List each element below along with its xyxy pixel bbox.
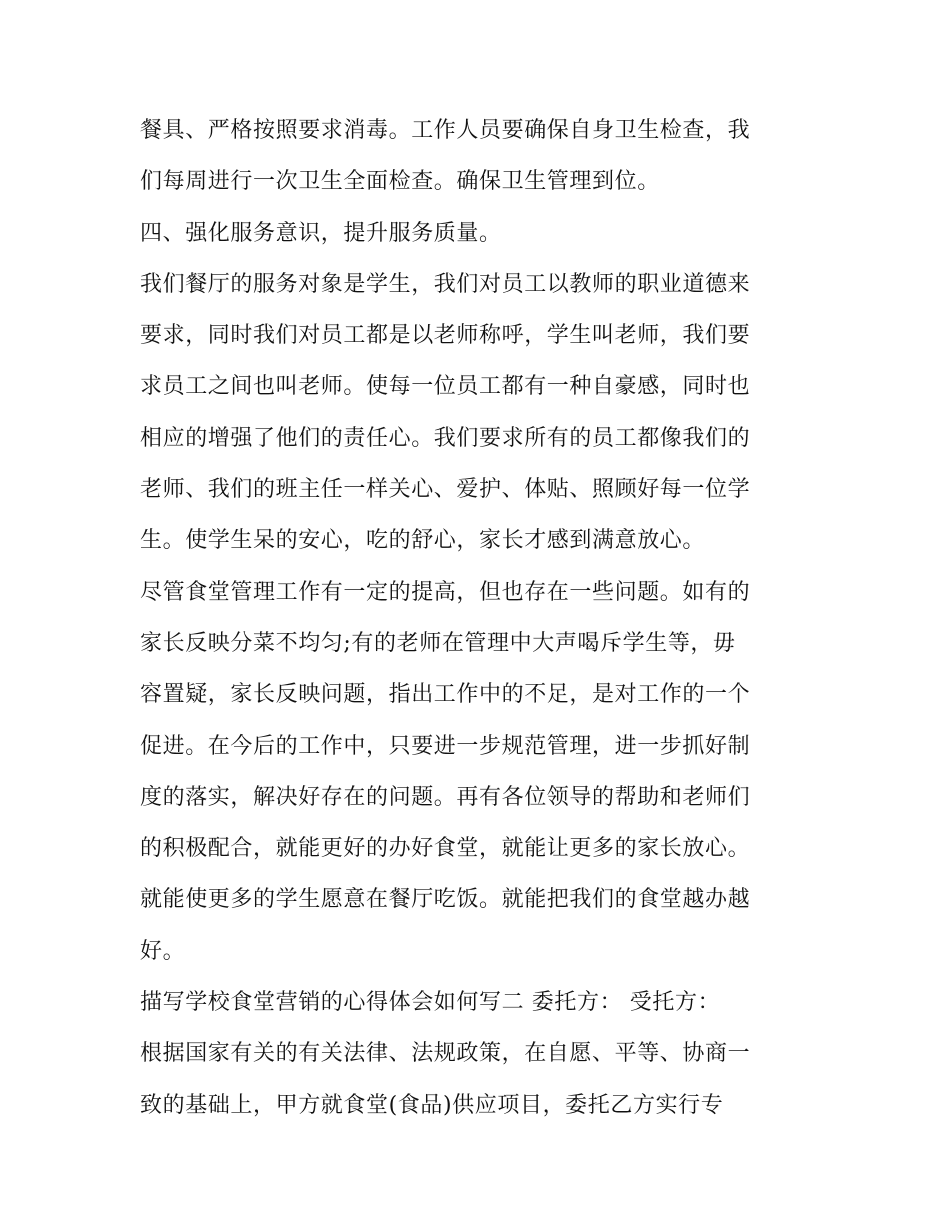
text-line: 的积极配合，就能更好的办好食堂，就能让更多的家长放心。 bbox=[140, 836, 751, 862]
text-line: 相应的增强了他们的责任心。我们要求所有的员工都像我们的 bbox=[140, 425, 751, 451]
text-line: 好。 bbox=[140, 938, 186, 964]
text-line: 度的落实，解决好存在的问题。再有各位领导的帮助和老师们 bbox=[140, 784, 751, 810]
text-line: 求员工之间也叫老师。使每一位员工都有一种自豪感，同时也 bbox=[140, 374, 751, 400]
text-line: 我们餐厅的服务对象是学生，我们对员工以教师的职业道德来 bbox=[140, 271, 751, 297]
text-line: 就能使更多的学生愿意在餐厅吃饭。就能把我们的食堂越办越 bbox=[140, 887, 751, 913]
text-line: 促进。在今后的工作中，只要进一步规范管理，进一步抓好制 bbox=[140, 733, 751, 759]
text-line: 要求，同时我们对员工都是以老师称呼，学生叫老师，我们要 bbox=[140, 323, 751, 349]
text-line: 根据国家有关的有关法律、法规政策，在自愿、平等、协商一 bbox=[140, 1041, 751, 1067]
text-line: 致的基础上，甲方就食堂(食品)供应项目，委托乙方实行专 bbox=[140, 1092, 724, 1118]
section-heading: 四、强化服务意识，提升服务质量。 bbox=[140, 220, 502, 246]
text-line: 尽管食堂管理工作有一定的提高，但也存在一些问题。如有的 bbox=[140, 579, 751, 605]
document-body bbox=[140, 110, 820, 1136]
text-line: 容置疑，家长反映问题，指出工作中的不足，是对工作的一个 bbox=[140, 682, 751, 708]
text-line: 家长反映分菜不均匀;有的老师在管理中大声喝斥学生等，毋 bbox=[140, 630, 736, 656]
text-line: 餐具、严格按照要求消毒。工作人员要确保自身卫生检查，我 bbox=[140, 118, 751, 143]
section-heading: 描写学校食堂营销的心得体会如何写二 委托方： 受托方： bbox=[140, 990, 721, 1016]
text-line: 生。使学生呆的安心，吃的舒心，家长才感到满意放心。 bbox=[140, 528, 706, 554]
text-line: 老师、我们的班主任一样关心、爱护、体贴、照顾好每一位学 bbox=[140, 477, 751, 503]
text-line: 们每周进行一次卫生全面检查。确保卫生管理到位。 bbox=[140, 169, 660, 195]
